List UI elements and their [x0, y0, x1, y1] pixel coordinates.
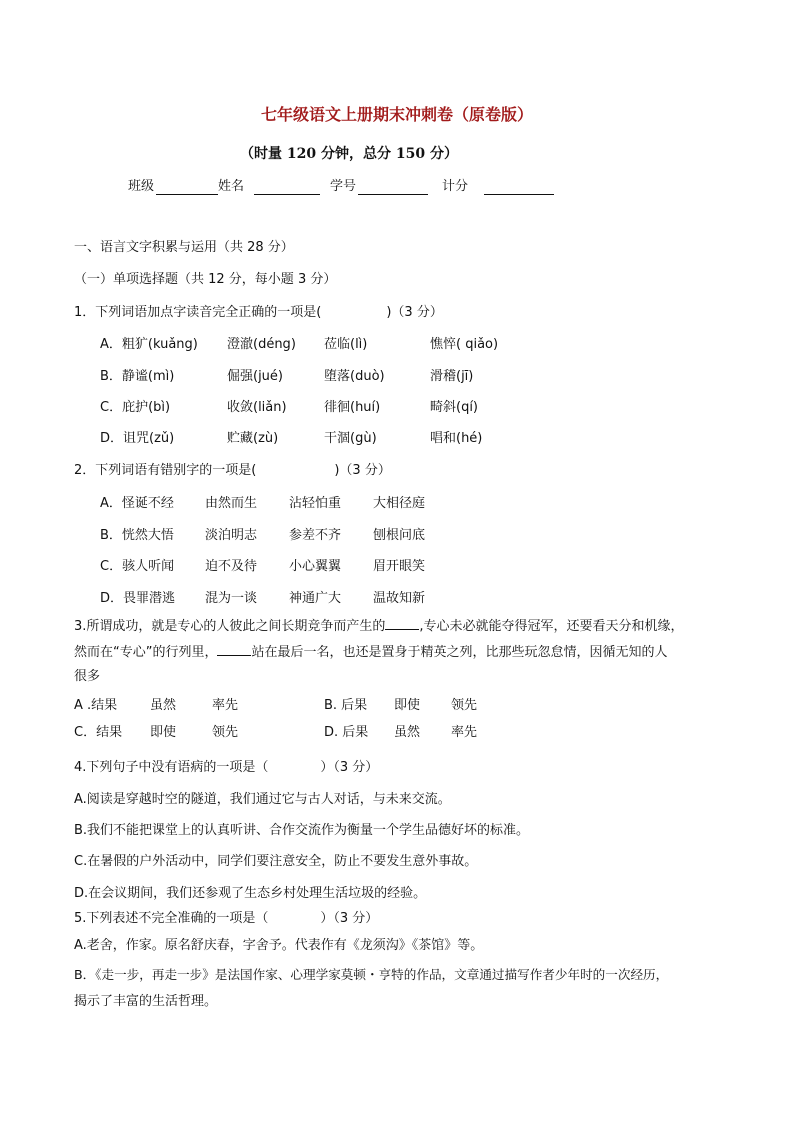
q5-option-b-line-1: B．《走一步，再走一步》是法国作家、心理学家莫顿・亨特的作品，文章通过描写作者少年时的一次经历，: [74, 967, 669, 982]
q2-option-row: [100, 590, 700, 608]
id-blank[interactable]: [358, 180, 428, 195]
q2-option: C．骇人听闻: [100, 559, 175, 574]
name-label: 姓名: [218, 179, 245, 194]
q3-option: D. 后果: [324, 725, 369, 740]
section-heading: 一、语言文字积累与运用（共 28 分）: [74, 240, 294, 255]
q1-option: 唱和(hé): [430, 431, 483, 446]
q1-option-row: [100, 399, 700, 417]
q3-blank-1[interactable]: [385, 616, 419, 630]
q1-option: A．粗犷(kuǎng): [100, 337, 198, 352]
q3-option-row: [74, 724, 714, 742]
q2-option: 大相径庭: [373, 496, 426, 511]
score-label: 计分: [442, 179, 469, 194]
q1-option: 贮藏(zù): [227, 431, 279, 446]
q2-stem: 2．下列词语有错别字的一项是( )（3 分）: [74, 463, 391, 478]
class-label: 班级: [128, 179, 155, 194]
q1-option-row: [100, 336, 700, 354]
q2-option-row: [100, 527, 700, 545]
q1-option: 滑稽(jī): [430, 369, 474, 384]
q3-option: 虽然: [394, 725, 421, 740]
q1-option: 畸斜(qí): [430, 400, 479, 415]
q3-option: C．结果: [74, 725, 123, 740]
class-blank[interactable]: [156, 180, 218, 195]
q3-option: A .结果: [74, 698, 118, 713]
q3-option: 率先: [451, 725, 478, 740]
q2-option: 淡泊明志: [205, 528, 258, 543]
q3-text: 3.所谓成功，就是专心的人彼此之间长期竞争而产生的: [74, 619, 386, 634]
q1-option: 澄澈(déng): [227, 337, 296, 352]
q3-option: 领先: [451, 698, 478, 713]
q5-stem: 5.下列表述不完全准确的一项是（ ）（3 分）: [74, 911, 379, 926]
q3-option: 领先: [212, 725, 239, 740]
q2-option: D．畏罪潜逃: [100, 591, 176, 606]
q1-option: B．静谧(mì): [100, 369, 175, 384]
page-title: 七年级语文上册期末冲刺卷（原卷版）: [260, 105, 533, 124]
q3-blank-2[interactable]: [217, 642, 251, 656]
q2-option: B．恍然大悟: [100, 528, 174, 543]
q1-option: 堕落(duò): [324, 369, 385, 384]
q3-text: 站在最后一名，也还是置身于精英之列，比那些玩忽怠情，因循无知的人: [251, 645, 668, 660]
q1-option: 莅临(lì): [324, 337, 368, 352]
part-heading: （一）单项选择题（共 12 分，每小题 3 分）: [74, 272, 337, 287]
q4-option-c: C.在暑假的户外活动中，同学们要注意安全，防止不要发生意外事故。: [74, 854, 478, 869]
q1-option: 倔强(jué): [227, 369, 283, 384]
q5-option-b-line-2: 揭示了丰富的生活哲理。: [74, 994, 218, 1009]
q3-line-2: [74, 642, 668, 662]
q3-line-3: 很多: [74, 669, 101, 684]
q2-option: 由然而生: [205, 496, 258, 511]
q1-option-row: [100, 430, 700, 448]
q3-option: 率先: [212, 698, 239, 713]
q2-option: 眉开眼笑: [373, 559, 426, 574]
q2-option: 参差不齐: [289, 528, 342, 543]
q2-option: 刨根问底: [373, 528, 426, 543]
q2-option: A．怪诞不经: [100, 496, 174, 511]
q3-line-1: [74, 616, 684, 636]
score-blank[interactable]: [484, 180, 554, 195]
q1-option: C．庇护(bì): [100, 400, 171, 415]
q2-option: 沾轻怕重: [289, 496, 342, 511]
q1-option: 憔悴( qiǎo): [430, 337, 499, 352]
q3-text: 然而在“专心”的行列里，: [74, 645, 218, 660]
q1-option: D．诅咒(zǔ): [100, 431, 175, 446]
q3-text: ,专心未必就能夺得冠军，还要看天分和机缘，: [419, 619, 684, 634]
q3-option: 即使: [150, 725, 177, 740]
q4-stem: 4.下列句子中没有语病的一项是（ ）（3 分）: [74, 760, 379, 775]
exam-subtitle: （时量 120 分钟，总分 150 分）: [240, 146, 458, 162]
q4-option-a: A.阅读是穿越时空的隧道，我们通过它与古人对话，与未来交流。: [74, 792, 451, 807]
q5-option-a: A.老舍，作家。原名舒庆春，字舍予。代表作有《龙须沟》《茶馆》等。: [74, 938, 484, 953]
name-blank[interactable]: [254, 180, 320, 195]
q1-option: 徘徊(huí): [324, 400, 381, 415]
q1-option: 收敛(liǎn): [227, 400, 287, 415]
q3-option-row: [74, 697, 714, 715]
q2-option: 神通广大: [289, 591, 342, 606]
q2-option-row: [100, 495, 700, 513]
q2-option: 迫不及待: [205, 559, 258, 574]
q3-option: 即使: [394, 698, 421, 713]
q3-option: 虽然: [150, 698, 177, 713]
q1-option: 干涸(gù): [324, 431, 377, 446]
q2-option: 温故知新: [373, 591, 426, 606]
q2-option: 小心翼翼: [289, 559, 342, 574]
q4-option-d: D.在会议期间，我们还参观了生态乡村处理生活垃圾的经验。: [74, 886, 427, 901]
q1-stem: 1．下列词语加点字读音完全正确的一项是( )（3 分）: [74, 305, 443, 320]
q4-option-b: B.我们不能把课堂上的认真听讲、合作交流作为衡量一个学生品德好坏的标准。: [74, 823, 530, 838]
q1-option-row: [100, 368, 700, 386]
q3-option: B. 后果: [324, 698, 368, 713]
q2-option-row: [100, 558, 700, 576]
id-label: 学号: [330, 179, 357, 194]
q2-option: 混为一谈: [205, 591, 258, 606]
